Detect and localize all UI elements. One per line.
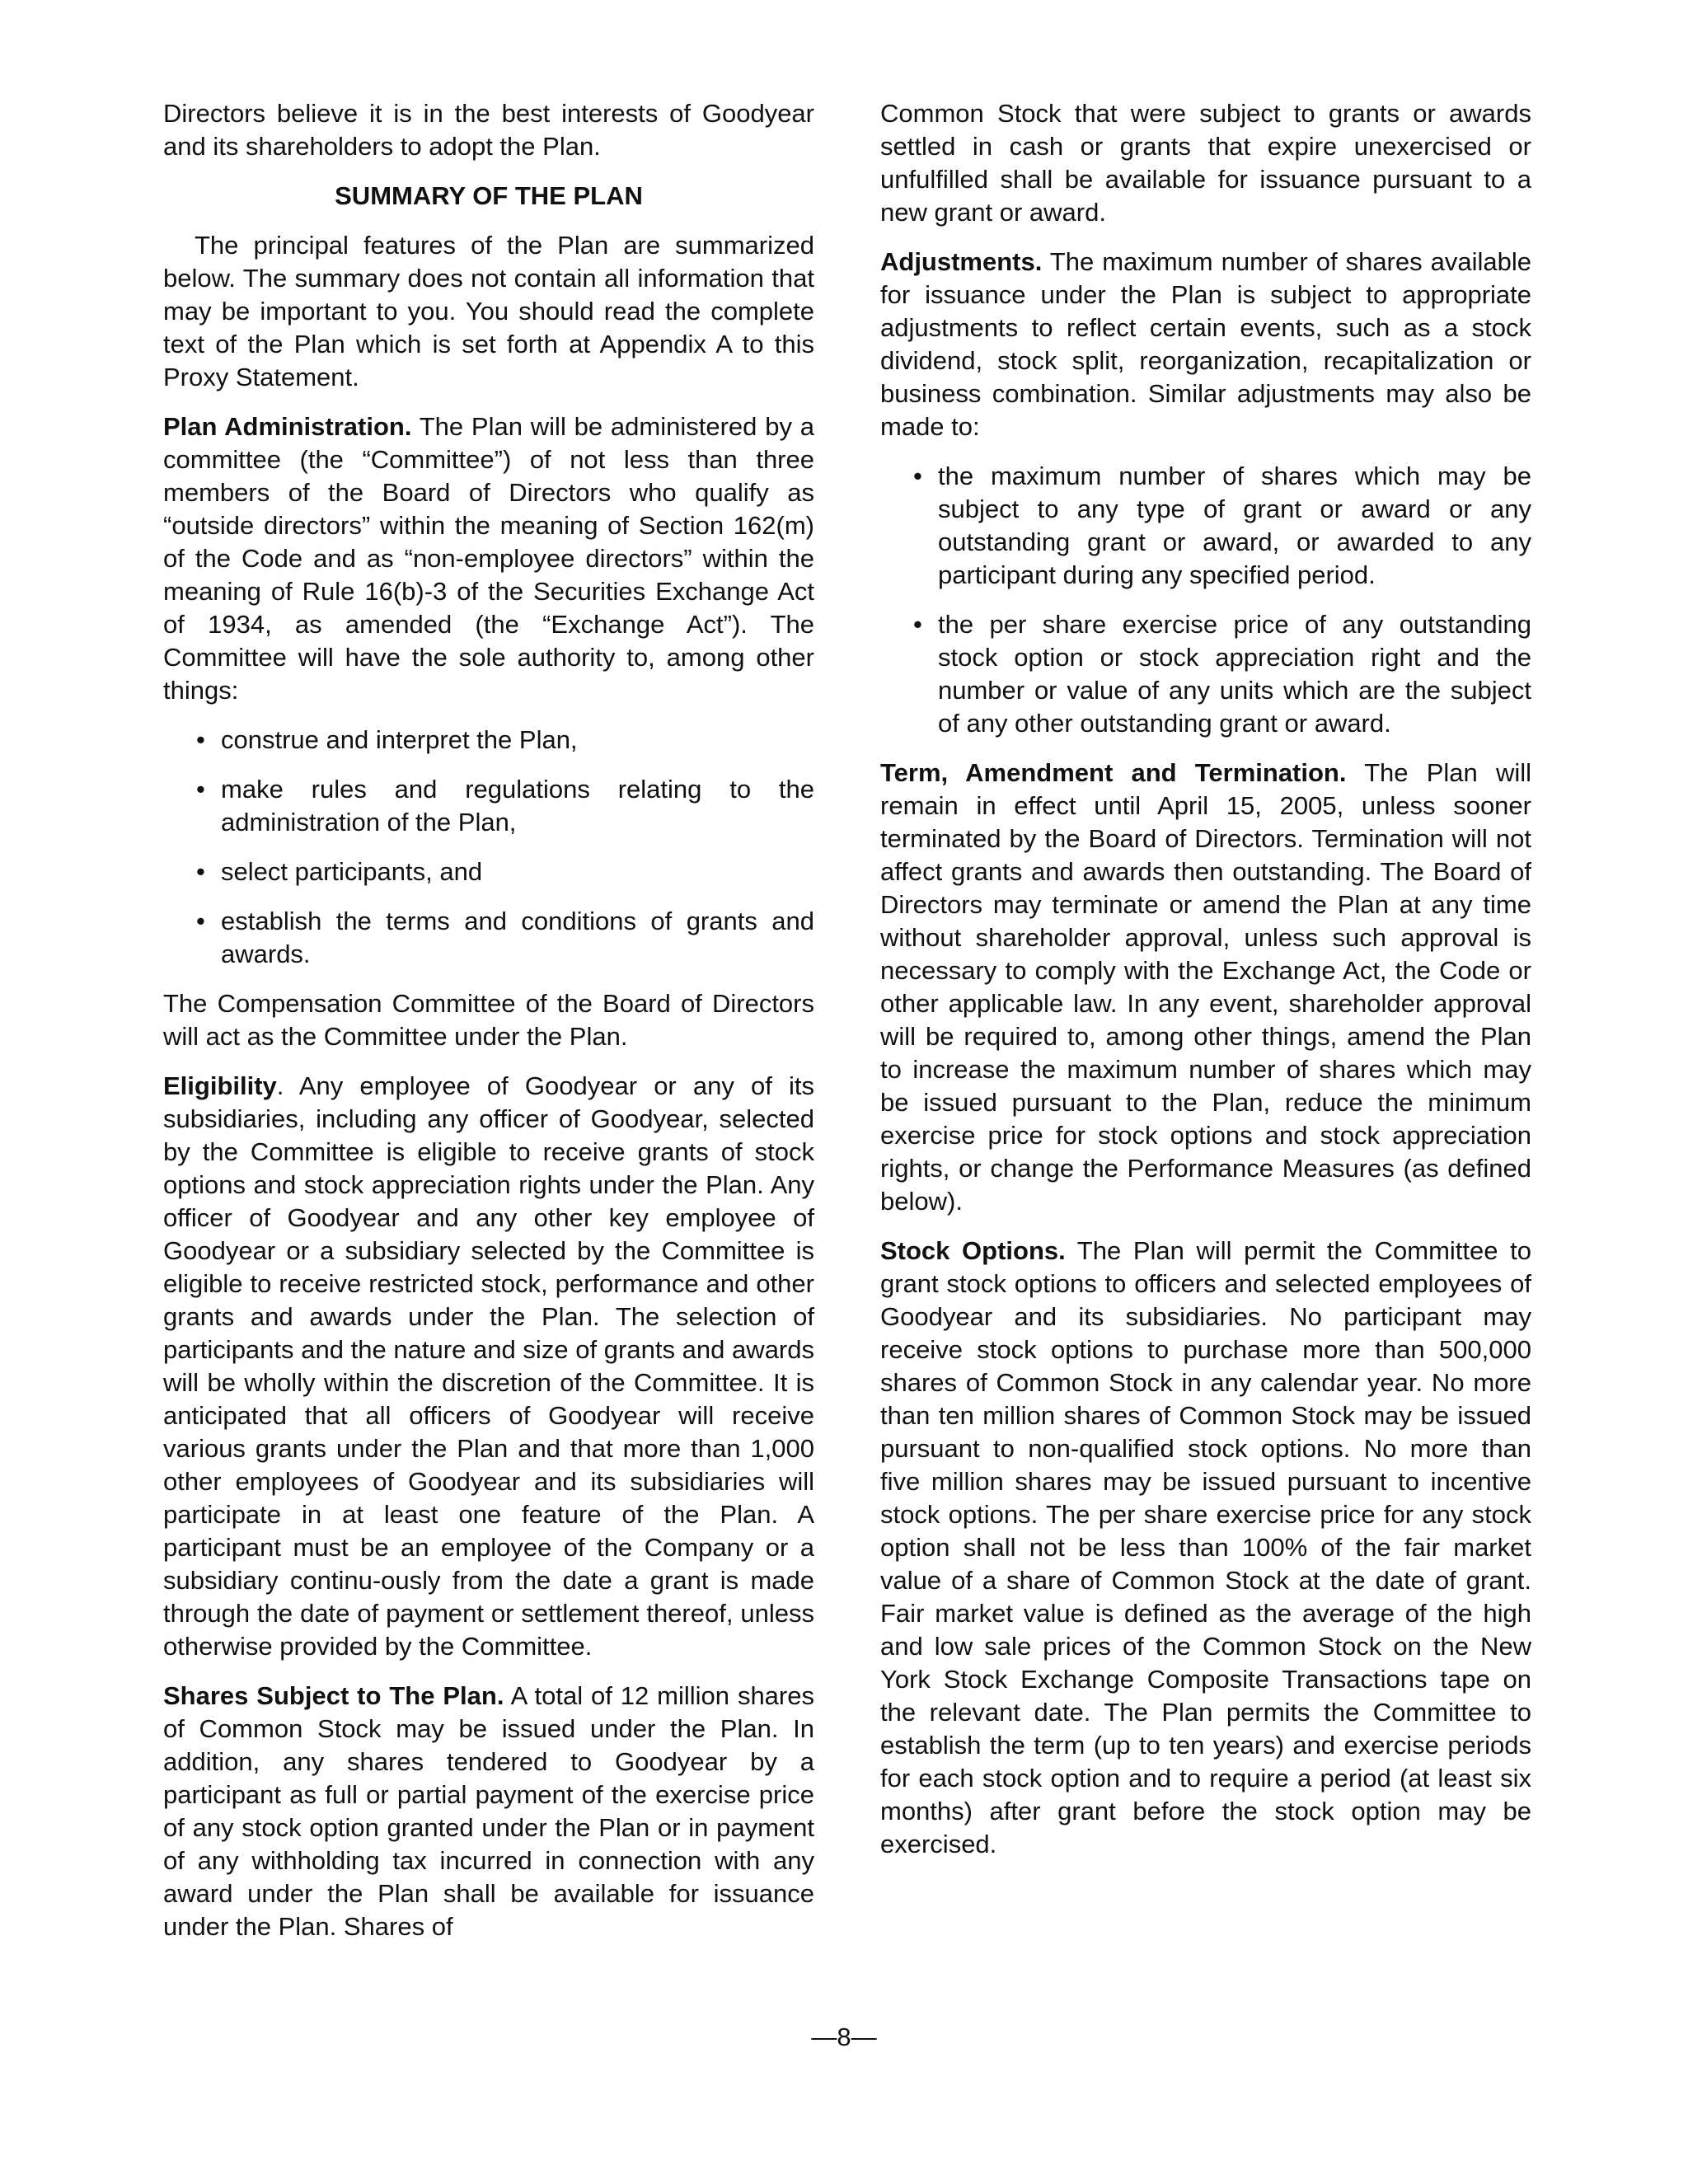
summary-heading: SUMMARY OF THE PLAN [335,181,643,210]
summary-paragraph: The principal features of the Plan are summarized below. The summary does not contain all information that may be important to you. You should read the complete text of the Plan which is set forth at Appendix A to this Proxy Statement. [163,231,814,391]
term-amendment-text: The Plan will remain in effect until April 15, 2005, unless sooner terminated by the Board of Directors. Termination will not affect grants and awards then outstanding. The Board of Directors may terminate or amend the Plan at any time without shareholder approval, unless such approval is necessary to comply with the Exchange Act, the Code or other applicable law. In any event, shareholder approval will be required to, among other things, amend the Plan to increase the maximum number of shares which may be issued pursuant to the Plan, reduce the minimum exercise price for stock options and stock appreciation rights, or change the Performance Measures (as defined below). [880,758,1531,1216]
left-column [163,97,814,1960]
shares-subject-lead: Shares Subject to The Plan. [163,1681,504,1710]
adjustments-text: The maximum number of shares available for issuance under the Plan is subject to appropriate adjustments to reflect certain events, such as a stock dividend, stock split, reorganization, recapitalization or business combination. Similar adjustments may also be made to: [880,247,1531,441]
plan-administration-text: The Plan will be administered by a committee (the “Committee”) of not less than three members of the Board of Directors who qualify as “outside directors” within the meaning of Section 162(m) of the Code and as “non-employee directors” within the meaning of Rule 16(b)-3 of the Securities Exchange Act of 1934, as amended (the “Exchange Act”). The Committee will have the sole authority to, among other things: [163,412,814,705]
list-item: • select participants, and [196,857,483,886]
shares-subject-text: A total of 12 million shares of Common Stock may be issued under the Plan. In addition, any shares tendered to Goodyear by a participant as full or partial payment of the exercise price of any stock option granted under the Plan or in payment of any withholding tax incurred in connection with any award under the Plan shall be available for issuance under the Plan. Shares of [163,1681,814,1941]
list-item: • the maximum number of shares which may be subject to any type of grant or award or any outstanding grant or award, or awarded to any participant during any specified period. [913,462,1531,589]
eligibility-lead: Eligibility [163,1071,277,1100]
eligibility-text: . Any employee of Goodyear or any of its subsidiaries, including any officer of Goodyear, selected by the Committee is eligible to receive grants of stock options and stock appreciation rights under the Plan. Any officer of Goodyear and any other key employee of Goodyear or a subsidiary selected by the Committee is eligible to receive restricted stock, performance and other grants and awards under the Plan. The selection of participants and the nature and size of grants and awards will be wholly within the discretion of the Committee. It is anticipated that all officers of Goodyear will receive various grants under the Plan and that more than 1,000 other employees of Goodyear and its subsidiaries will participate in at least one feature of the Plan. A participant must be an employee of the Company or a subsidiary continu-ously from the date a grant is made through the date of payment or settlement thereof, unless otherwise provided by the Committee. [163,1071,814,1661]
stock-options-paragraph [880,1235,1531,1861]
list-item-text: construe and interpret the Plan, [221,725,578,754]
intro-paragraph: Directors believe it is in the best interests of Goodyear and its shareholders to adopt the Plan. [163,99,814,161]
list-item: • make rules and regulations relating to the administration of the Plan, [196,775,814,837]
shares-subject-paragraph [163,1680,814,1943]
right-column [880,97,1531,1877]
list-item-text: make rules and regulations relating to the administration of the Plan, [221,775,814,837]
admin-bullet-list [163,724,814,971]
list-item: • establish the terms and conditions of grants and awards. [196,907,814,968]
stock-options-lead: Stock Options. [880,1236,1066,1265]
list-item-text: the per share exercise price of any outstanding stock option or stock appreciation right and the number or value of any units which are the subject of any other outstanding grant or award. [938,610,1531,738]
plan-administration-lead: Plan Administration. [163,412,412,441]
list-item: • construe and interpret the Plan, [196,725,578,754]
stock-options-text: The Plan will permit the Committee to grant stock options to officers and selected employees of Goodyear and its subsidiaries. No participant may receive stock options to purchase more than 500,000 shares of Common Stock in any calendar year. No more than ten million shares of Common Stock may be issued pursuant to non-qualified stock options. No more than five million shares may be issued pursuant to incentive stock options. The per share exercise price for any stock option shall not be less than 100% of the fair market value of a share of Common Stock at the date of grant. Fair market value is defined as the average of the high and low sale prices of the Common Stock on the New York Stock Exchange Composite Transactions tape on the relevant date. The Plan permits the Committee to establish the term (up to ten years) and exercise periods for each stock option and to require a period (at least six months) after grant before the stock option may be exercised. [880,1236,1531,1858]
compensation-committee-paragraph: The Compensation Committee of the Board of Directors will act as the Committee under the Plan. [163,989,814,1051]
term-amendment-lead: Term, Amendment and Termination. [880,758,1347,787]
term-amendment-paragraph [880,757,1531,1218]
plan-administration-paragraph [163,410,814,707]
list-item-text: the maximum number of shares which may be subject to any type of grant or award or any outstanding grant or award, or awarded to any participant during any specified period. [938,462,1531,589]
list-item-text: select participants, and [221,857,483,886]
page-number: —8— [811,2022,877,2051]
list-item-text: establish the terms and conditions of grants and awards. [221,907,814,968]
eligibility-paragraph [163,1070,814,1663]
adjustments-lead: Adjustments. [880,247,1043,276]
adjustment-bullet-list [880,460,1531,740]
continuation-paragraph: Common Stock that were subject to grants or awards settled in cash or grants that expire unexercised or unfulfilled shall be available for issuance pursuant to a new grant or award. [880,99,1531,227]
list-item: • the per share exercise price of any outstanding stock option or stock appreciation right and the number or value of any units which are the subject of any other outstanding grant or award. [913,610,1531,738]
adjustments-paragraph [880,246,1531,443]
